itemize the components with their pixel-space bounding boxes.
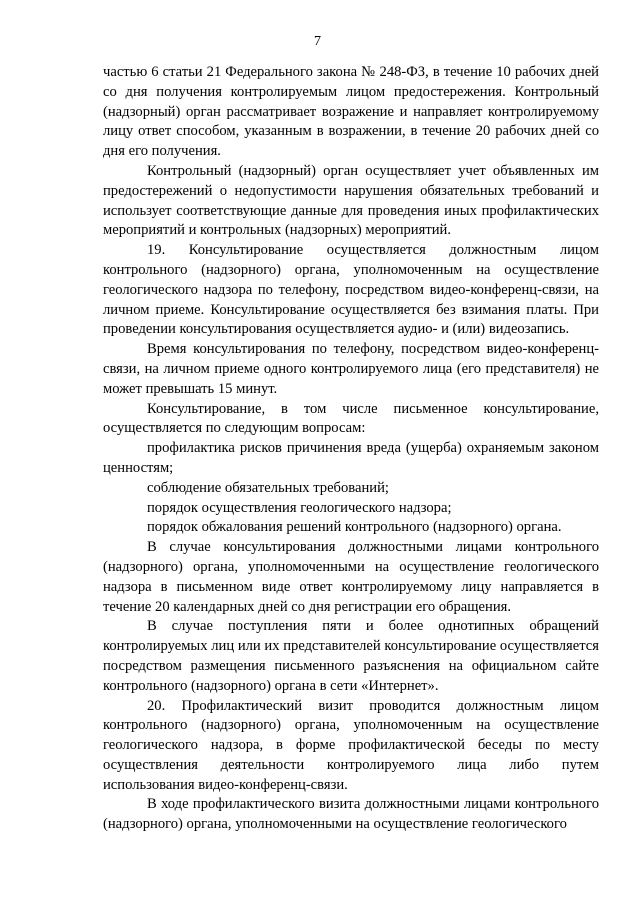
paragraph: 19. Консультирование осуществляется должностным лицом контрольного (надзорного) органа, уполномоченным на осуществление геологического надзора по телефону, посредством видео-конференц-связи, на личном приеме. Консультирование осуществляется без взимания платы. При проведении консультирования осуществляется аудио- и (или) видеозапись. bbox=[103, 242, 599, 338]
list-item: соблюдение обязательных требований; bbox=[147, 479, 389, 496]
paragraph: 20. Профилактический визит проводится должностным лицом контрольного (надзорного) органа, уполномоченным на осуществление геологического надзора, в форме профилактической беседы по месту осуществления деятельности контролируемого лица либо путем использования видео-конференц-связи. bbox=[103, 697, 599, 793]
list-item: профилактика рисков причинения вреда (ущерба) охраняемым законом ценностям; bbox=[103, 440, 599, 476]
paragraph: Время консультирования по телефону, посредством видео-конференц-связи, на личном приеме одного контролируемого лица (его представителя) не может превышать 15 минут. bbox=[103, 341, 599, 397]
paragraph: В случае поступления пяти и более однотипных обращений контролируемых лиц или их представителей консультирование осуществляется посредством размещения письменного разъяснения на официальном сайте контрольного (надзорного) органа в сети «Интернет». bbox=[103, 618, 599, 694]
paragraph: В ходе профилактического визита должностными лицами контрольного (надзорного) органа, уполномоченными на осуществление геологического bbox=[103, 796, 599, 833]
paragraph: частью 6 статьи 21 Федерального закона № 248-ФЗ, в течение 10 рабочих дней со дня получения контролируемым лицом предостережения. Контрольный (надзорный) орган рассматривает возражение и направляет контролируемому лицу ответ способом, указанным в возражении, в течение 20 рабочих дней со дня его получения. bbox=[103, 64, 599, 160]
page-number: 7 bbox=[314, 34, 321, 49]
paragraph: Консультирование, в том числе письменное консультирование, осуществляется по следующим вопросам: bbox=[103, 400, 599, 437]
list-item: порядок осуществления геологического надзора; bbox=[147, 499, 452, 516]
paragraph: В случае консультирования должностными лицами контрольного (надзорного) органа, уполномоченными на осуществление геологического надзора в письменном виде ответ контролируемому лицу направляется в течение 20 календарных дней со дня регистрации его обращения. bbox=[103, 539, 599, 615]
paragraph: Контрольный (надзорный) орган осуществляет учет объявленных им предостережений о недопустимости нарушения обязательных требований и использует соответствующие данные для проведения иных профилактических мероприятий и контрольных (надзорных) мероприятий. bbox=[103, 162, 599, 239]
document-body bbox=[103, 63, 599, 835]
list-item: порядок обжалования решений контрольного (надзорного) органа. bbox=[147, 519, 562, 536]
